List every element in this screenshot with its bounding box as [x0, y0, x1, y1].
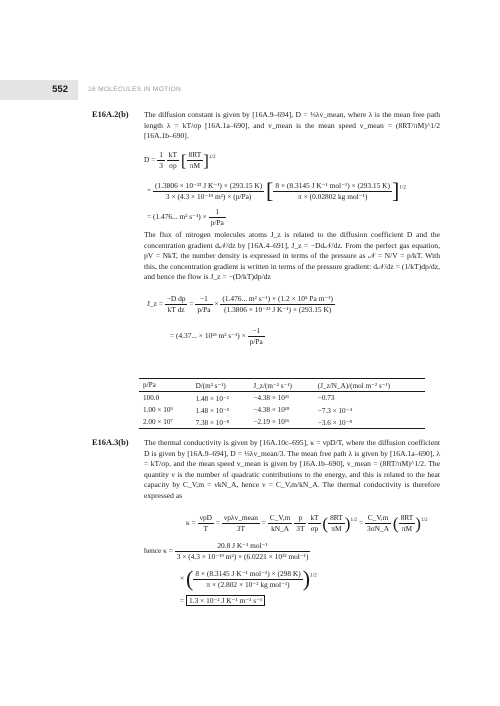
fraction: $\frac{\text{8 × (8.3145 J K⁻¹ mol⁻¹) × (298 K)}}{\text{π × (2.802 × 10⁻² kg mol⁻¹)}}$ [195, 568, 301, 589]
fraction: $\frac{8RT}{\pi M}$ [330, 513, 343, 533]
table-cell: 1.00 × 10⁵ [143, 406, 173, 414]
table-cell: −7.3 × 10⁻⁴ [317, 406, 352, 415]
fraction: $\frac{1}{p/Pa}$ [210, 207, 224, 227]
table-header-row [139, 379, 425, 392]
equation-flux-result: = (4.37... × 10²³ m² s⁻¹) × $\frac{-1}{p/Pa}$ [170, 326, 263, 346]
fraction: $\frac{8RT}{\pi M}$ [400, 513, 414, 533]
equation-kappa-speed: × ( $\frac{\text{8 × (8.3145 J K⁻¹ mol⁻¹) × (298 K)}}{\text{π × (2.802 × 10⁻² kg mol⁻¹)}}$ )$^{1/2}$ [180, 566, 317, 591]
boxed-result: 1.3 × 10⁻² J K⁻¹ m⁻¹ s⁻¹ [186, 595, 265, 606]
fraction: $\frac{kT}{\sigma p}$ [310, 513, 319, 533]
exercise-label-e16a2b: E16A.2(b) [92, 110, 129, 119]
table-cell: −2.19 × 10¹⁶ [249, 416, 313, 429]
table-cell: −4.38 × 10²¹ [253, 394, 290, 402]
table-cell: −0.73 [317, 394, 335, 402]
column-header: p/Pa [139, 379, 192, 392]
equation-d-definition: D = $\frac{1}{3}$ $\frac{kT}{\sigma p}$ [ $\frac{8RT}{\pi M}$ ]$^{1/2}$ [144, 150, 216, 170]
table-cell: 7.38 × 10⁻⁸ [192, 416, 250, 429]
table-cell: −4.38 × 10¹⁸ [253, 406, 290, 414]
fraction: $\frac{\text{νpD}}{T}$ [199, 513, 212, 533]
chapter-title: 16 MOLECULES IN MOTION [88, 86, 182, 93]
fraction: $\frac{8RT}{\pi M}$ [188, 150, 202, 170]
eq-lhs: D = [144, 155, 156, 165]
table-cell: 2.00 × 10⁷ [139, 416, 192, 429]
equation-kappa: κ = $\frac{\text{νpD}}{T}$ = $\frac{\text{νpλv\_mean}}{3T}$ = $\frac{C\_V,m}{kN\_A}$ $\frac{p}{3T}$ $\frac{kT}{\sigma p}$ ( $\frac{8RT}{\pi M}$ )$^{1/2}$ = $\frac{C\_V,m}{3\sigma N\_A}$ ( $\frac{8RT}{\pi M}$ )$^{1/2}$ [186, 513, 428, 533]
fraction: $\frac{kT}{\sigma p}$ [168, 150, 177, 170]
equation-flux: J_z = $\frac{\text{−D dp}}{\text{kT dz}}$ = $\frac{-1}{p/Pa}$ × $\frac{\text{(1.476... m² s⁻¹) × (1.2 × 10⁵ Pa m⁻¹)}}{\text{(1.3806 × 10⁻²³ J K⁻¹) × (293.15 K)}}$ [147, 294, 333, 314]
table-row [139, 416, 425, 429]
page-number: 552 [0, 80, 78, 100]
table-cell: 1.48 × 10⁻² [195, 394, 229, 403]
table-row [139, 404, 425, 416]
fraction: $\frac{C\_V,m}{kN\_A}$ [269, 513, 291, 533]
fraction: $\frac{C\_V,m}{3\sigma N\_A}$ [367, 513, 390, 533]
fraction: $\frac{1}{3}$ [159, 150, 163, 170]
equation-kappa-result: = 1.3 × 10⁻² J K⁻¹ m⁻¹ s⁻¹ [180, 596, 265, 606]
fraction: $\frac{-1}{p/Pa}$ [197, 294, 211, 314]
table-cell: 100.0 [143, 394, 160, 402]
results-table [139, 378, 425, 429]
table-row [139, 392, 425, 405]
column-header: J_z/(m⁻² s⁻¹) [249, 379, 313, 392]
fraction: $\frac{\text{−D dp}}{\text{kT dz}}$ [166, 294, 186, 314]
column-header: (J_z/N_A)/(mol m⁻² s⁻¹) [314, 379, 425, 392]
fraction: $\frac{\text{(1.3806 × 10⁻²³ J K⁻¹) × (293.15 K)}}{\text{3 × (4.3 × 10⁻¹⁹ m²) × (p/Pa)}}$ [155, 180, 263, 201]
equation-kappa-numeric: hence κ = $\frac{\text{20.8 J K⁻¹ mol⁻¹}}{\text{3 × (4.3 × 10⁻¹⁹ m²) × (6.0221 × 10²³ mol⁻¹)}}$ [144, 541, 309, 561]
e16a2b-intro: The diffusion constant is given by [16A.9–694], D = ⅓λv_mean, where λ is the mean free path length λ = kT/σp [16A.1a–690], and v_mean is the mean speed v_mean = (8RT/πM)^1/2 [16A.1b–690]. [144, 110, 440, 141]
fraction: $\frac{\text{νpλv\_mean}}{3T}$ [223, 513, 258, 533]
fraction: $\frac{\text{8 × (8.3145 J K⁻¹ mol⁻¹) × (293.15 K)}}{\text{π × (0.02802 kg mol⁻¹)}}$ [275, 180, 390, 201]
e16a3b-intro: The thermal conductivity is given by [16A.10c–695], κ = νpD/T, where the diffusion coefficient D is given by [16A.9–694], D = ⅓λv_mean/3. The mean free path λ is given by [16A.1a–690], λ = kT/σp, and the mean speed v_mean is given by [16A.1b–690], v_mean = (8RT/πM)^1/2. The quantity ν is the number of quadratic contributions to the energy, and this is related to the heat capacity by C_V,m = νkN_A, hence ν = C_V,m/kN_A. The thermal conductivity is therefore expressed as [144, 438, 440, 500]
fraction: $\frac{\text{20.8 J K⁻¹ mol⁻¹}}{\text{3 × (4.3 × 10⁻¹⁹ m²) × (6.0221 × 10²³ mol⁻¹)}}$ [176, 541, 309, 561]
equation-d-numeric: = $\frac{\text{(1.3806 × 10⁻²³ J K⁻¹) × (293.15 K)}}{\text{3 × (4.3 × 10⁻¹⁹ m²) × (p/Pa)}}$ [ $\frac{\text{8 × (8.3145 J K⁻¹ mol⁻¹) × (293.15 K)}}{\text{π × (0.02802 kg mol⁻¹)}}$ ]$^{1/2}$ [147, 178, 406, 203]
exercise-label-e16a3b: E16A.3(b) [92, 438, 129, 447]
table-cell: 1.48 × 10⁻⁵ [195, 406, 230, 415]
flux-paragraph: The flux of nitrogen molecules atoms J_z is related to the diffusion coefficient D and the concentration gradient d𝒩/dz by [16A.4–691], J_z = −Dd𝒩/dz. From the perfect gas equation, pV = NkT, the number density is expressed in terms of the pressure as 𝒩 = N/V = p/kT. With this, the concentration gradient is written in terms of the pressure gradient: d𝒩/dz = (1/kT)dp/dz, and hence the flow is J_z = −(D/kT)dp/dz [144, 230, 440, 282]
fraction: $\frac{\text{(1.476... m² s⁻¹) × (1.2 × 10⁵ Pa m⁻¹)}}{\text{(1.3806 × 10⁻²³ J K⁻¹) × (293.15 K)}}$ [222, 294, 333, 314]
column-header: D/(m² s⁻¹) [192, 379, 250, 392]
fraction: $\frac{-1}{p/Pa}$ [249, 326, 263, 346]
fraction: $\frac{p}{3T}$ [296, 513, 305, 533]
table-cell: −3.6 × 10⁻⁸ [314, 416, 425, 429]
equation-d-result: = (1.476... m² s⁻¹) × $\frac{1}{p/Pa}$ [147, 207, 224, 227]
